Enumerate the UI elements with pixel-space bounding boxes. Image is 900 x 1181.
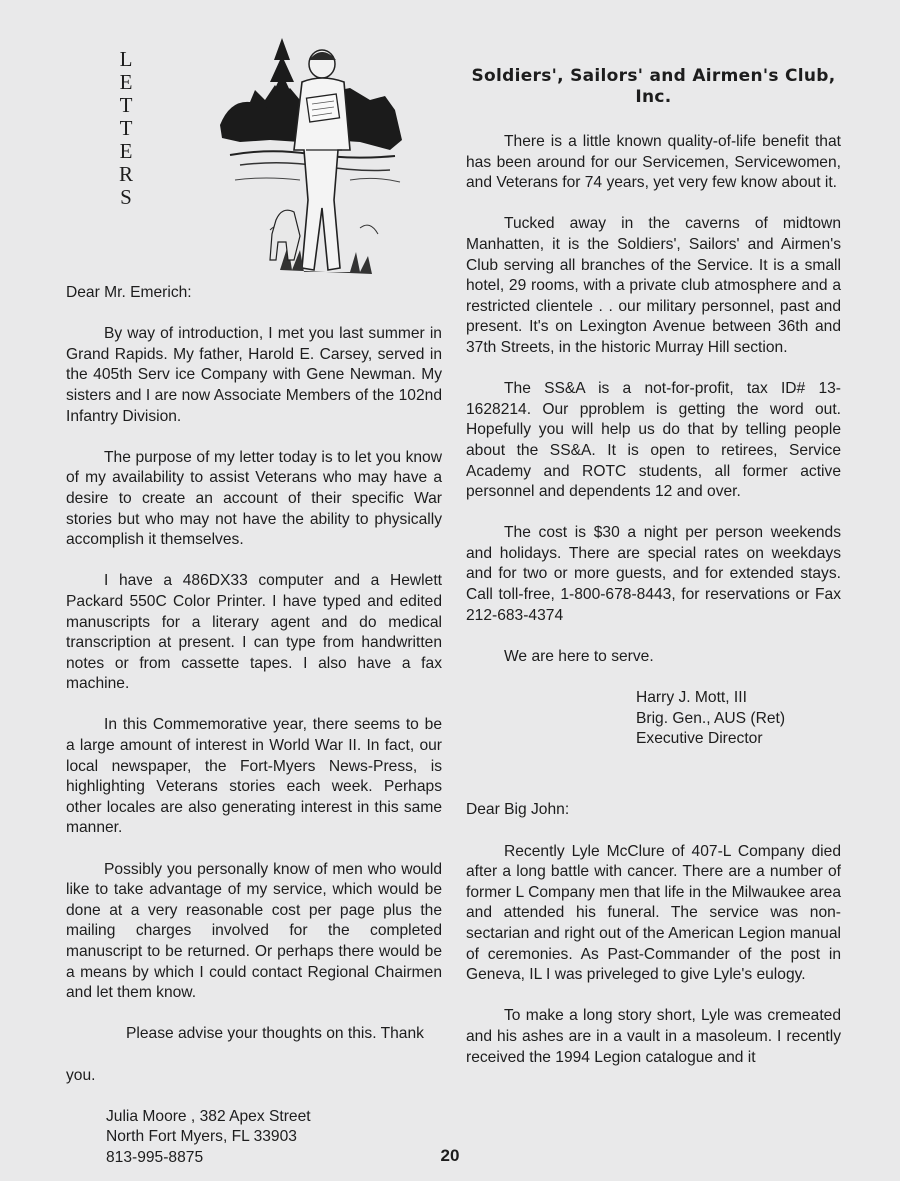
paragraph: The SS&A is a not-for-profit, tax ID# 13-1628214. Our pproblem is getting the word out. Hopefully you will help us do that by telling people about the SS&A. It is open to retirees, Service Academy and ROTC students, all former active personnel and dependents 12 and over. (466, 380, 841, 501)
soldier-reading-letter-illustration (210, 30, 415, 280)
paragraph: The cost is $30 a night per person weekends and holidays. There are special rates on weekdays and for two or more guests, and for extended stays. Call toll-free, 1-800-678-8443, for reservations or Fax 212-683-4374 (466, 524, 841, 624)
page-number: 20 (440, 1146, 460, 1165)
signature-line: 813-995-8875 (106, 1148, 204, 1166)
paragraph: By way of introduction, I met you last summer in Grand Rapids. My father, Harold E. Carsey, served in the 405th Serv ice Company with Gene Newman. My sisters and I are now Associate Members of the 102nd Infantry Division. (66, 325, 442, 425)
heading-letter: T (119, 116, 133, 140)
paragraph: Tucked away in the caverns of midtown Manhatten, it is the Soldiers', Sailors' and Airmen's Club serving all branches of the Service. It is a small hotel, 29 rooms, with a private club atmosphere and a restricted clientele . . our military personnel, past and present. It's on Lexington Avenue between 36th and 37th Streets, in the historic Murray Hill section. (466, 215, 841, 356)
heading-letter: E (119, 70, 133, 94)
heading-letter: R (118, 162, 133, 186)
signature-line: North Fort Myers, FL 33903 (106, 1128, 297, 1146)
paragraph: Recently Lyle McClure of 407-L Company died after a long battle with cancer. There are a number of former L Company men that life in the Milwaukee area and attended his funeral. The service was non-sectarian and right out of the American Legion manual of ceremonies. As Past-Commander of the post in Geneva, IL I was priveleged to give Lyle's eulogy. (466, 842, 841, 984)
closing-line: Please advise your thoughts on this. Thank (126, 1025, 424, 1043)
spacer (466, 770, 841, 800)
heading-letter: T (119, 93, 133, 117)
paragraph: We are here to serve. (504, 647, 654, 665)
right-column (466, 66, 841, 1089)
signature-block (636, 688, 841, 750)
paragraph: There is a little known quality-of-life benefit that has been around for our Servicemen, Servicewomen, and Veterans for 74 years, yet very few know about it. (466, 133, 841, 192)
letters-heading (112, 48, 140, 209)
signature-line: Julia Moore , 382 Apex Street (106, 1107, 311, 1125)
paragraph: To make a long story short, Lyle was cremeated and his ashes are in a vault in a masoleum. I recently received the 1994 Legion catalogue and it (466, 1007, 841, 1066)
paragraph: Possibly you personally know of men who would like to take advantage of my service, which would be done at a very reasonable cost per page plus the mailing charges involved for the completed manuscript to be returned. Or perhaps there would be a means by which I could contact Regional Chairmen and let them know. (66, 860, 442, 1002)
salutation: Dear Big John: (466, 801, 570, 819)
club-title-line: Inc. (635, 87, 672, 107)
signature-line: Brig. Gen., AUS (Ret) (636, 709, 786, 727)
signature-line: Harry J. Mott, III (636, 689, 747, 707)
club-title (466, 66, 841, 108)
club-title-line: Soldiers', Sailors' and Airmen's Club, (471, 66, 836, 86)
paragraph: In this Commemorative year, there seems to be a large amount of interest in World War II. In fact, our local newspaper, the Fort-Myers News-Press, is highlighting Veterans stories each week. Perhaps other locales are also generating interest in this same manner. (66, 716, 442, 837)
signature-line: Executive Director (636, 730, 763, 748)
heading-letter: S (120, 185, 132, 209)
heading-letter: E (119, 139, 133, 163)
left-column-letter (66, 283, 442, 1169)
paragraph: The purpose of my letter today is to let you know of my availability to assist Veterans who may have a desire to create an account of their specific War stories but who may not have the ability to physically accomplish it themselves. (66, 448, 442, 549)
closing-continuation: you. (66, 1066, 96, 1084)
salutation: Dear Mr. Emerich: (66, 284, 192, 301)
heading-letter: L (119, 47, 133, 71)
paragraph: I have a 486DX33 computer and a Hewlett Packard 550C Color Printer. I have typed and edited manuscripts for a literary agent and do medical transcription at present. I can type from handwritten notes or from cassette tapes. I also have a fax machine. (66, 572, 442, 693)
